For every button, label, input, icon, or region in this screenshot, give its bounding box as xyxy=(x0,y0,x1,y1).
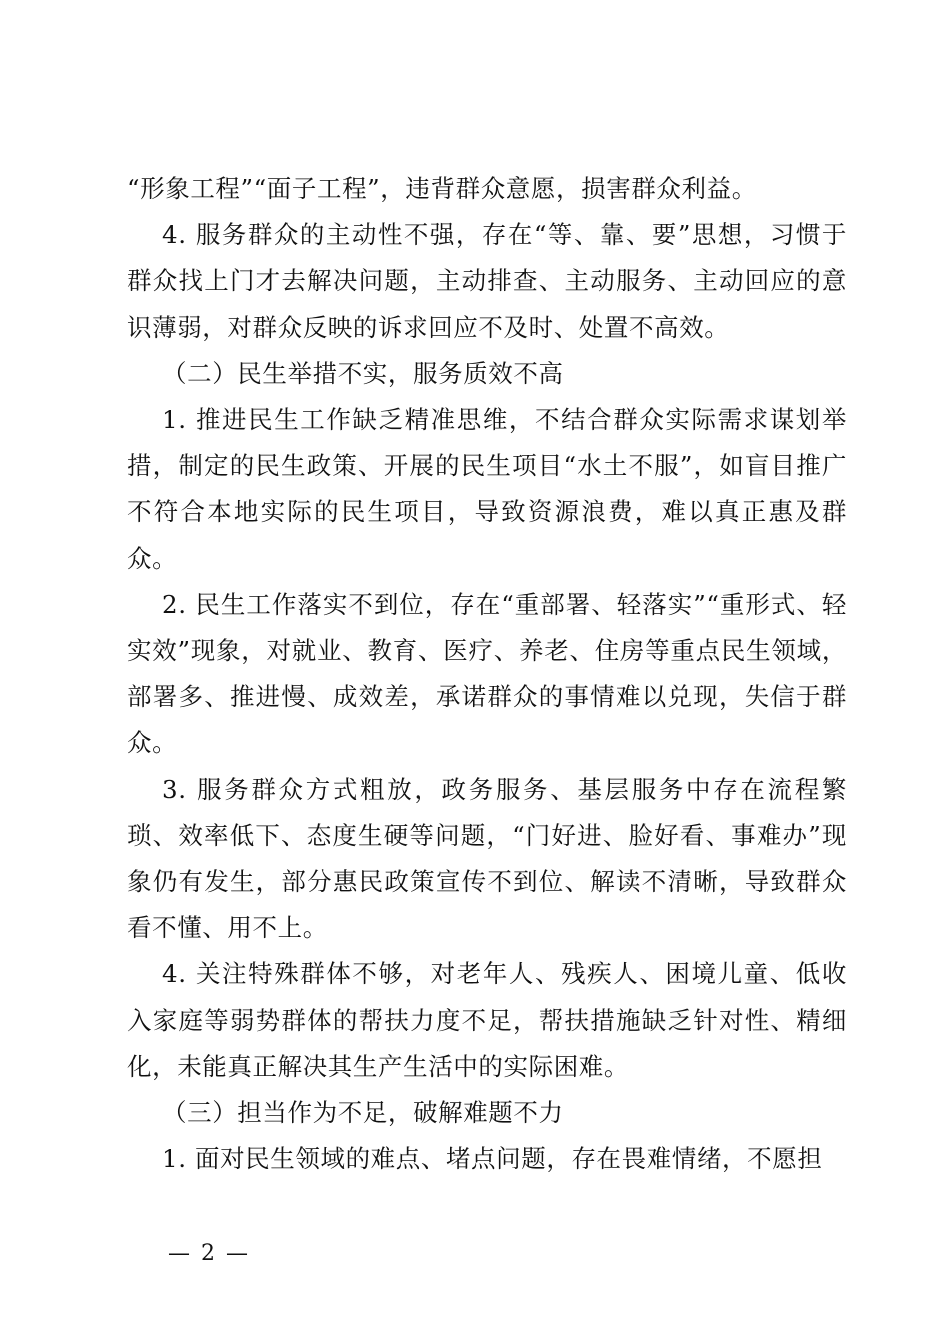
list-item-1: 1. 推进民生工作缺乏精准思维，不结合群众实际需求谋划举措，制定的民生政策、开展的民生项目“水土不服”，如盲目推广不符合本地实际的民生项目，导致资源浪费，难以真正惠及群众。 xyxy=(127,405,847,573)
list-item-2: 2. 民生工作落实不到位，存在“重部署、轻落实”“重形式、轻实效”现象，对就业、教育、医疗、养老、住房等重点民生领域，部署多、推进慢、成效差，承诺群众的事情难以兑现，失信于群众。 xyxy=(127,589,847,758)
page-number: — 2 — xyxy=(168,1241,250,1266)
list-item-1b: 1. 面对民生领域的难点、堵点问题，存在畏难情绪，不愿担 xyxy=(162,1144,823,1174)
section-heading-2: （二）民生举措不实，服务质效不高 xyxy=(162,358,564,388)
list-item-4: 4. 服务群众的主动性不强，存在“等、靠、要”思想，习惯于群众找上门才去解决问题，主动排查、主动服务、主动回应的意识薄弱，对群众反映的诉求回应不及时、处置不高效。 xyxy=(127,220,847,342)
paragraph-continuation: “形象工程”“面子工程”，违背群众意愿，损害群众利益。 xyxy=(127,174,757,203)
section-heading-3: （三）担当作为不足，破解难题不力 xyxy=(162,1098,564,1128)
document-body xyxy=(127,166,847,1182)
list-item-4b: 4. 关注特殊群体不够，对老年人、残疾人、困境儿童、低收入家庭等弱势群体的帮扶力度不足，帮扶措施缺乏针对性、精细化，未能真正解决其生产生活中的实际困难。 xyxy=(127,959,847,1081)
list-item-3: 3. 服务群众方式粗放，政务服务、基层服务中存在流程繁琐、效率低下、态度生硬等问题，“门好进、脸好看、事难办”现象仍有发生，部分惠民政策宣传不到位、解读不清晰，导致群众看不懂、用不上。 xyxy=(127,774,847,943)
